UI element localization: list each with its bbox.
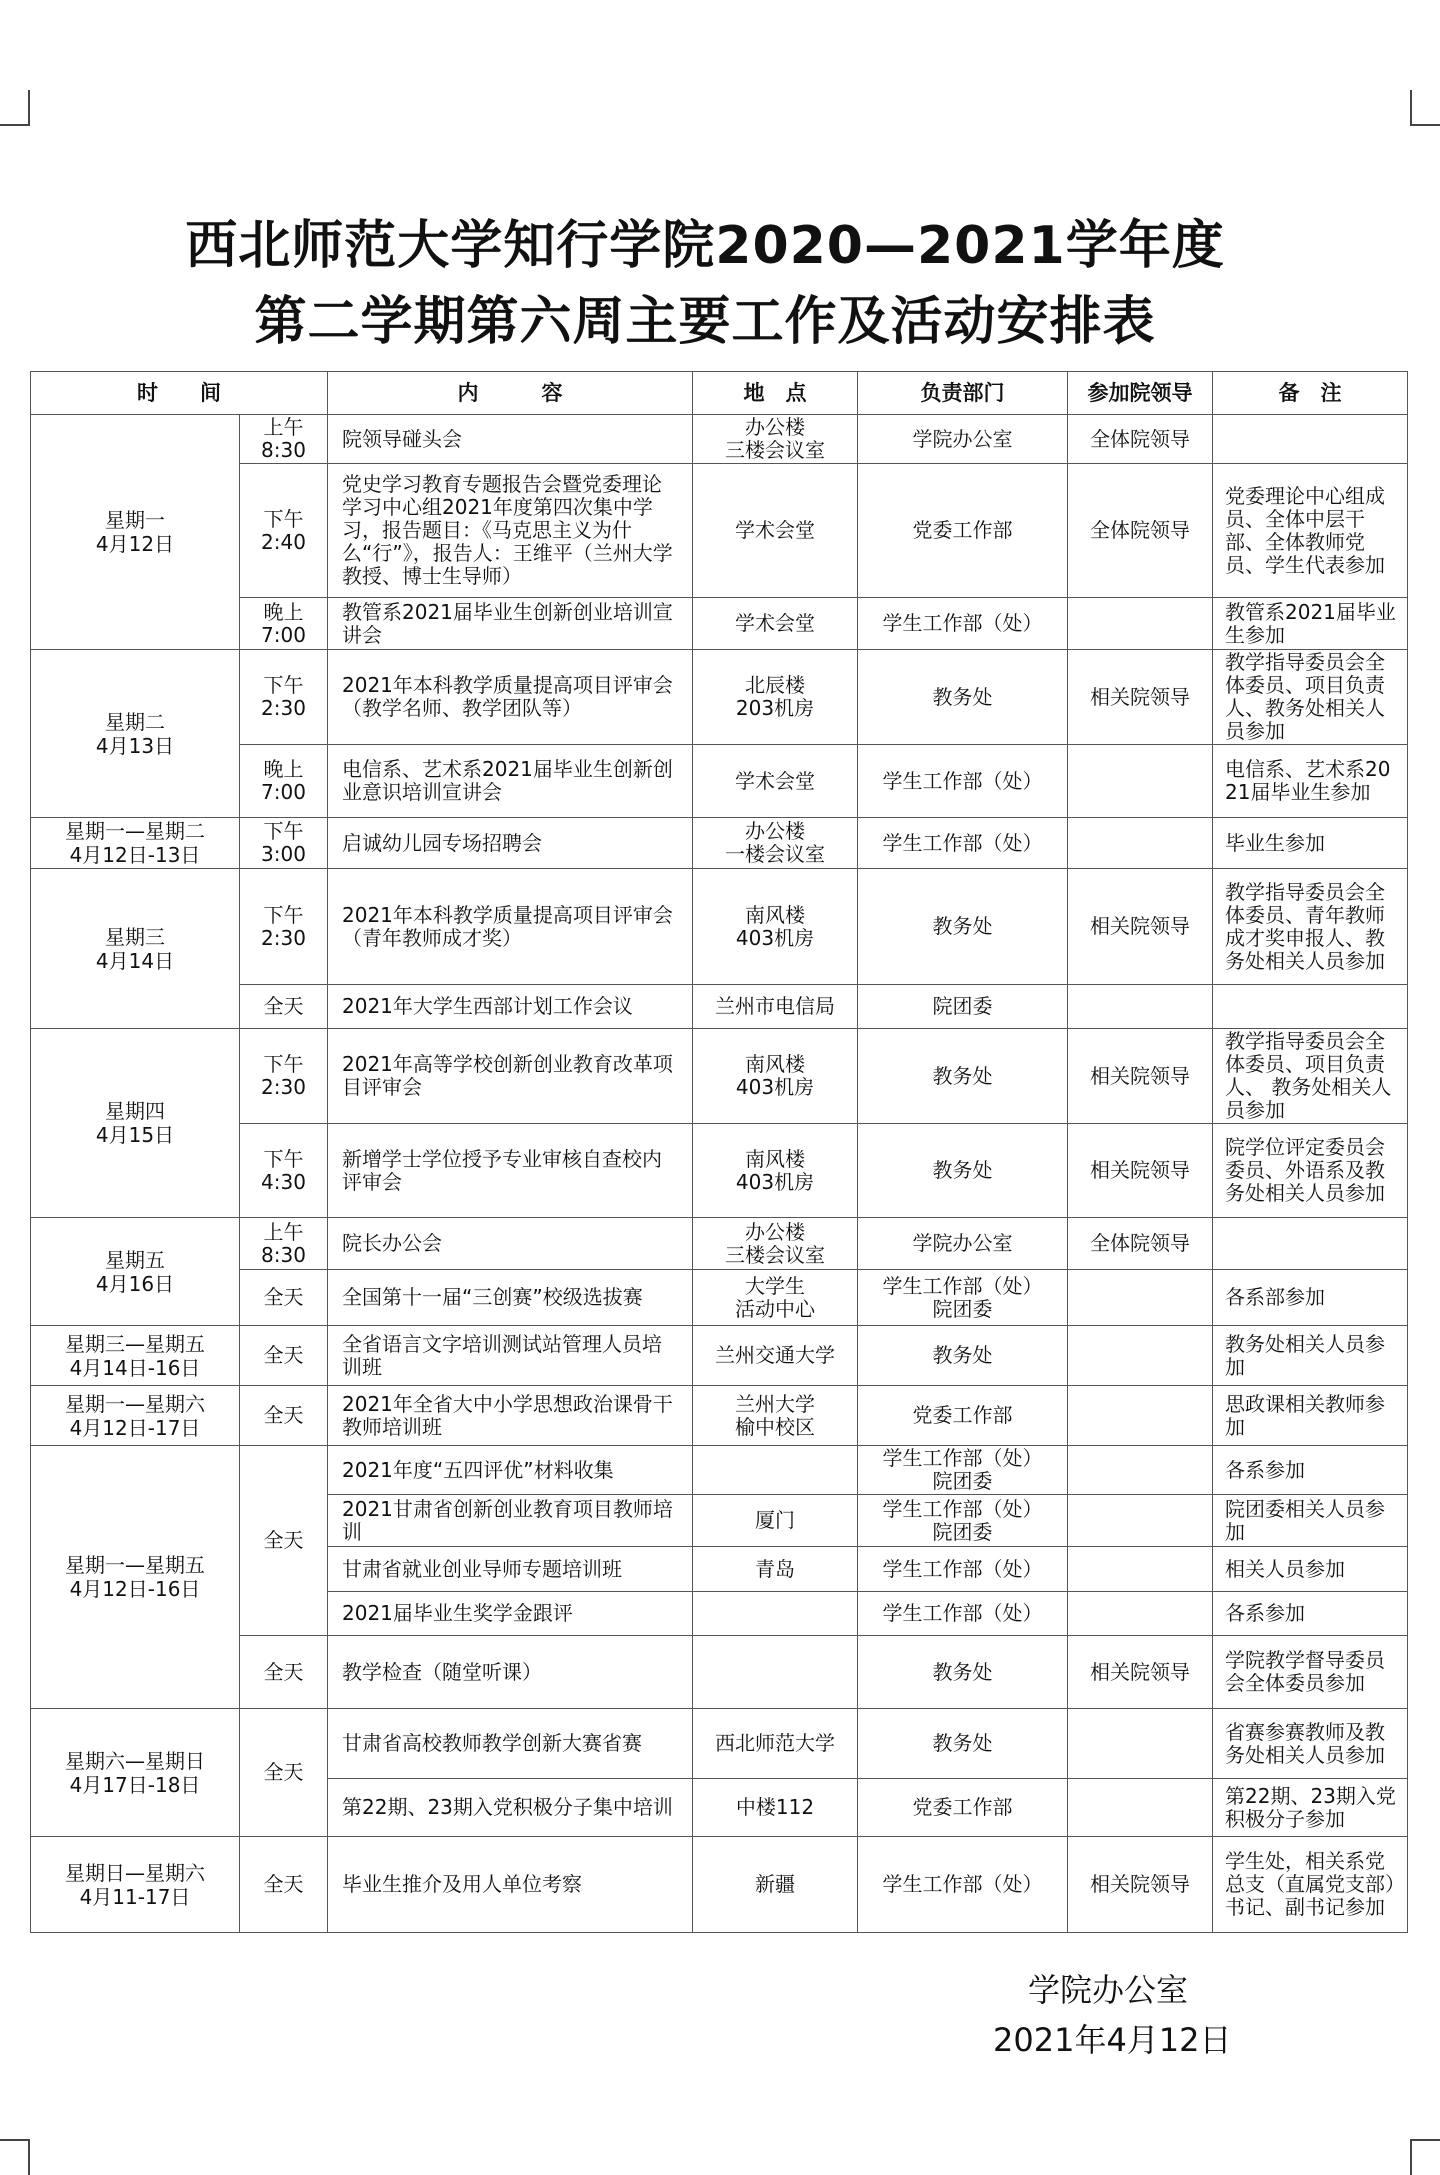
time-cell: 下午 3:00 [240, 818, 328, 869]
note-cell: 各系参加 [1213, 1592, 1408, 1636]
note-cell: 党委理论中心组成员、全体中层干部、全体教师党员、学生代表参加 [1213, 464, 1408, 598]
crop-mark-bottom-right [1410, 2139, 1440, 2175]
note-cell [1213, 415, 1408, 464]
dept-cell: 教务处 [858, 1636, 1068, 1709]
dept-cell: 学生工作部（处） [858, 745, 1068, 818]
leader-cell [1068, 1495, 1213, 1547]
dept-cell: 学生工作部（处） 院团委 [858, 1270, 1068, 1326]
content-cell: 全国第十一届“三创赛”校级选拔赛 [328, 1270, 693, 1326]
dept-cell: 教务处 [858, 1709, 1068, 1779]
leader-cell [1068, 1709, 1213, 1779]
place-cell: 南风楼 403机房 [693, 869, 858, 985]
table-row [31, 1218, 1408, 1270]
place-cell: 兰州交通大学 [693, 1326, 858, 1386]
content-cell: 2021甘肃省创新创业教育项目教师培训 [328, 1495, 693, 1547]
time-cell: 下午 2:30 [240, 1029, 328, 1124]
crop-mark-top-left [0, 90, 30, 126]
content-cell: 2021年高等学校创新创业教育改革项目评审会 [328, 1029, 693, 1124]
table-row [31, 650, 1408, 745]
day-cell: 星期三 4月14日 [31, 869, 240, 1029]
header-dept: 负责部门 [858, 372, 1068, 415]
header-content: 内 容 [328, 372, 693, 415]
place-cell: 北辰楼 203机房 [693, 650, 858, 745]
place-cell: 南风楼 403机房 [693, 1124, 858, 1218]
time-cell: 下午 4:30 [240, 1124, 328, 1218]
leader-cell: 全体院领导 [1068, 464, 1213, 598]
place-cell: 西北师范大学 [693, 1709, 858, 1779]
header-note: 备 注 [1213, 372, 1408, 415]
place-cell: 办公楼 一楼会议室 [693, 818, 858, 869]
place-cell: 兰州大学 榆中校区 [693, 1386, 858, 1446]
day-cell: 星期六—星期日 4月17日-18日 [31, 1709, 240, 1837]
table-row [31, 1837, 1408, 1933]
dept-cell: 学生工作部（处） [858, 598, 1068, 650]
crop-mark-top-right [1410, 90, 1440, 126]
place-cell: 学术会堂 [693, 464, 858, 598]
leader-cell [1068, 745, 1213, 818]
leader-cell [1068, 1592, 1213, 1636]
dept-cell: 学生工作部（处） [858, 1547, 1068, 1592]
day-cell: 星期三—星期五 4月14日-16日 [31, 1326, 240, 1386]
table-row [31, 818, 1408, 869]
dept-cell: 教务处 [858, 869, 1068, 985]
table-row [31, 415, 1408, 464]
note-cell: 教务处相关人员参加 [1213, 1326, 1408, 1386]
note-cell: 相关人员参加 [1213, 1547, 1408, 1592]
dept-cell: 院团委 [858, 985, 1068, 1029]
place-cell: 中楼112 [693, 1779, 858, 1837]
content-cell: 毕业生推介及用人单位考察 [328, 1837, 693, 1933]
table-row [31, 1709, 1408, 1779]
content-cell: 甘肃省高校教师教学创新大赛省赛 [328, 1709, 693, 1779]
table-row [31, 1446, 1408, 1495]
dept-cell: 党委工作部 [858, 1779, 1068, 1837]
dept-cell: 学院办公室 [858, 415, 1068, 464]
leader-cell: 相关院领导 [1068, 650, 1213, 745]
day-cell: 星期一 4月12日 [31, 415, 240, 650]
leader-cell [1068, 1326, 1213, 1386]
day-cell: 星期一—星期二 4月12日-13日 [31, 818, 240, 869]
leader-cell: 全体院领导 [1068, 1218, 1213, 1270]
note-cell: 学院教学督导委员会全体委员参加 [1213, 1636, 1408, 1709]
crop-mark-bottom-left [0, 2139, 30, 2175]
leader-cell [1068, 1779, 1213, 1837]
note-cell: 教学指导委员会全体委员、青年教师成才奖申报人、教务处相关人员参加 [1213, 869, 1408, 985]
content-cell: 2021年大学生西部计划工作会议 [328, 985, 693, 1029]
footer-date: 2021年4月12日 [993, 2021, 1232, 2059]
leader-cell: 相关院领导 [1068, 1124, 1213, 1218]
header-time: 时 间 [31, 372, 328, 415]
day-cell: 星期四 4月15日 [31, 1029, 240, 1218]
content-cell: 2021年本科教学质量提高项目评审会（青年教师成才奖） [328, 869, 693, 985]
place-cell: 南风楼 403机房 [693, 1029, 858, 1124]
note-cell [1213, 985, 1408, 1029]
table-row [31, 1029, 1408, 1124]
note-cell: 学生处，相关系党总支（直属党支部）书记、副书记参加 [1213, 1837, 1408, 1933]
content-cell: 院长办公会 [328, 1218, 693, 1270]
leader-cell: 相关院领导 [1068, 1636, 1213, 1709]
note-cell: 毕业生参加 [1213, 818, 1408, 869]
place-cell: 大学生 活动中心 [693, 1270, 858, 1326]
content-cell: 教管系2021届毕业生创新创业培训宣讲会 [328, 598, 693, 650]
leader-cell [1068, 985, 1213, 1029]
leader-cell [1068, 1547, 1213, 1592]
leader-cell: 全体院领导 [1068, 415, 1213, 464]
leader-cell [1068, 598, 1213, 650]
day-cell: 星期五 4月16日 [31, 1218, 240, 1326]
time-cell: 下午 2:30 [240, 869, 328, 985]
content-cell: 启诚幼儿园专场招聘会 [328, 818, 693, 869]
note-cell: 院学位评定委员会委员、外语系及教务处相关人员参加 [1213, 1124, 1408, 1218]
dept-cell: 学生工作部（处） [858, 1592, 1068, 1636]
place-cell: 青岛 [693, 1547, 858, 1592]
content-cell: 2021年度“五四评优”材料收集 [328, 1446, 693, 1495]
document-title-line1: 西北师范大学知行学院2020—2021学年度 [185, 216, 1225, 276]
place-cell [693, 1446, 858, 1495]
leader-cell: 相关院领导 [1068, 1837, 1213, 1933]
content-cell: 2021年全省大中小学思想政治课骨干教师培训班 [328, 1386, 693, 1446]
place-cell [693, 1636, 858, 1709]
footer-office: 学院办公室 [1028, 1971, 1189, 2009]
dept-cell: 学生工作部（处） [858, 818, 1068, 869]
header-leader: 参加院领导 [1068, 372, 1213, 415]
content-cell: 全省语言文字培训测试站管理人员培训班 [328, 1326, 693, 1386]
dept-cell: 学院办公室 [858, 1218, 1068, 1270]
time-cell: 下午 2:40 [240, 464, 328, 598]
time-cell: 上午 8:30 [240, 415, 328, 464]
time-cell: 全天 [240, 1326, 328, 1386]
place-cell: 厦门 [693, 1495, 858, 1547]
table-row [31, 869, 1408, 985]
time-cell: 全天 [240, 1446, 328, 1636]
time-cell: 全天 [240, 1270, 328, 1326]
note-cell: 教学指导委员会全体委员、项目负责人、教务处相关人员参加 [1213, 650, 1408, 745]
content-cell: 2021年本科教学质量提高项目评审会（教学名师、教学团队等） [328, 650, 693, 745]
dept-cell: 学生工作部（处） 院团委 [858, 1446, 1068, 1495]
note-cell: 电信系、艺术系2021届毕业生参加 [1213, 745, 1408, 818]
leader-cell [1068, 1386, 1213, 1446]
time-cell: 全天 [240, 1837, 328, 1933]
leader-cell [1068, 1446, 1213, 1495]
place-cell: 办公楼 三楼会议室 [693, 1218, 858, 1270]
dept-cell: 教务处 [858, 1029, 1068, 1124]
content-cell: 党史学习教育专题报告会暨党委理论学习中心组2021年度第四次集中学习，报告题目：《马克思主义为什么“行”》，报告人：王维平（兰州大学教授、博士生导师） [328, 464, 693, 598]
place-cell: 学术会堂 [693, 745, 858, 818]
time-cell: 全天 [240, 1636, 328, 1709]
content-cell: 教学检查（随堂听课） [328, 1636, 693, 1709]
table-row [31, 1386, 1408, 1446]
day-cell: 星期一—星期五 4月12日-16日 [31, 1446, 240, 1709]
note-cell: 各系部参加 [1213, 1270, 1408, 1326]
note-cell: 院团委相关人员参加 [1213, 1495, 1408, 1547]
content-cell: 第22期、23期入党积极分子集中培训 [328, 1779, 693, 1837]
dept-cell: 教务处 [858, 1124, 1068, 1218]
day-cell: 星期一—星期六 4月12日-17日 [31, 1386, 240, 1446]
place-cell: 办公楼 三楼会议室 [693, 415, 858, 464]
note-cell: 省赛参赛教师及教务处相关人员参加 [1213, 1709, 1408, 1779]
note-cell: 各系参加 [1213, 1446, 1408, 1495]
place-cell [693, 1592, 858, 1636]
dept-cell: 学生工作部（处） 院团委 [858, 1495, 1068, 1547]
place-cell: 新疆 [693, 1837, 858, 1933]
table-row [31, 1326, 1408, 1386]
leader-cell: 相关院领导 [1068, 869, 1213, 985]
time-cell: 下午 2:30 [240, 650, 328, 745]
dept-cell: 党委工作部 [858, 1386, 1068, 1446]
schedule-table [30, 371, 1408, 1933]
place-cell: 兰州市电信局 [693, 985, 858, 1029]
leader-cell: 相关院领导 [1068, 1029, 1213, 1124]
time-cell: 全天 [240, 1386, 328, 1446]
content-cell: 2021届毕业生奖学金跟评 [328, 1592, 693, 1636]
time-cell: 晚上 7:00 [240, 745, 328, 818]
time-cell: 全天 [240, 985, 328, 1029]
day-cell: 星期二 4月13日 [31, 650, 240, 818]
header-row [31, 372, 1408, 415]
note-cell: 教学指导委员会全体委员、项目负责人、 教务处相关人员参加 [1213, 1029, 1408, 1124]
place-cell: 学术会堂 [693, 598, 858, 650]
time-cell: 晚上 7:00 [240, 598, 328, 650]
leader-cell [1068, 818, 1213, 869]
note-cell [1213, 1218, 1408, 1270]
note-cell: 教管系2021届毕业生参加 [1213, 598, 1408, 650]
content-cell: 新增学士学位授予专业审核自查校内评审会 [328, 1124, 693, 1218]
dept-cell: 党委工作部 [858, 464, 1068, 598]
content-cell: 甘肃省就业创业导师专题培训班 [328, 1547, 693, 1592]
time-cell: 全天 [240, 1709, 328, 1837]
day-cell: 星期日—星期六 4月11-17日 [31, 1837, 240, 1933]
time-cell: 上午 8:30 [240, 1218, 328, 1270]
note-cell: 第22期、23期入党积极分子参加 [1213, 1779, 1408, 1837]
dept-cell: 学生工作部（处） [858, 1837, 1068, 1933]
content-cell: 院领导碰头会 [328, 415, 693, 464]
content-cell: 电信系、艺术系2021届毕业生创新创业意识培训宣讲会 [328, 745, 693, 818]
document-title-line2: 第二学期第六周主要工作及活动安排表 [254, 292, 1156, 352]
dept-cell: 教务处 [858, 650, 1068, 745]
dept-cell: 教务处 [858, 1326, 1068, 1386]
leader-cell [1068, 1270, 1213, 1326]
note-cell: 思政课相关教师参加 [1213, 1386, 1408, 1446]
header-place: 地 点 [693, 372, 858, 415]
